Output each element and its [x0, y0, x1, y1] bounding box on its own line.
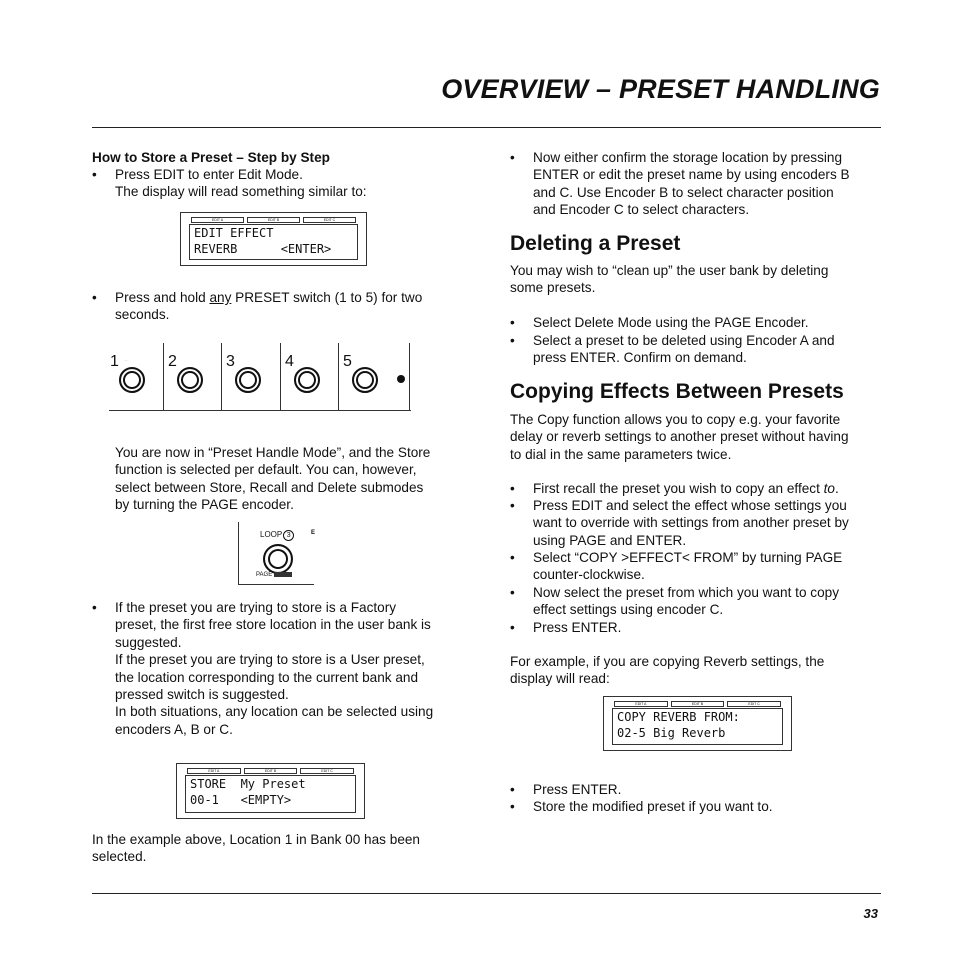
store-heading: How to Store a Preset – Step by Step — [92, 150, 330, 165]
switch-number: 2 — [168, 353, 177, 370]
text-line: Store the modified preset if you want to. — [533, 799, 773, 814]
switch-number: 4 — [285, 353, 294, 370]
footswitch-icon — [119, 367, 145, 393]
lcd-tab: EDIT B — [247, 217, 300, 223]
preset-handle-mode-paragraph — [115, 444, 475, 514]
text-any: any — [209, 290, 232, 305]
footswitch-icon — [177, 367, 203, 393]
page-text: PAGE — [256, 572, 273, 579]
led-icon — [397, 375, 405, 383]
text-line: suggested. — [115, 634, 182, 650]
text-line: some presets. — [510, 280, 596, 296]
text-line: If the preset you are trying to store is a User preset, — [115, 652, 425, 668]
text-line: Now either confirm the storage location by pressing — [533, 150, 843, 165]
lcd-line-2: 00-1 <EMPTY> — [190, 793, 292, 807]
page-encoder-knob-icon[interactable] — [263, 544, 293, 574]
lcd-tab: EDIT C — [303, 217, 356, 223]
text-line: seconds. — [115, 307, 170, 323]
copy-heading: Copying Effects Between Presets — [510, 380, 844, 403]
lcd-tab: EDIT A — [191, 217, 244, 223]
lcd-display-copy — [603, 696, 792, 751]
lcd-line-2: REVERB <ENTER> — [194, 242, 332, 256]
text-line: Press EDIT and select the effect whose settings you — [533, 498, 847, 513]
page-button-icon — [274, 572, 292, 577]
footswitch-icon — [235, 367, 261, 393]
text-line: function is selected per default. You can, however, — [115, 462, 417, 478]
lcd-line-1: STORE My Preset — [190, 777, 306, 791]
page-encoder-panel — [238, 522, 316, 590]
text-line: In the example above, Location 1 in Bank 00 has been — [92, 832, 420, 847]
text-line: select between Store, Recall and Delete submodes — [115, 479, 424, 495]
page-number: 33 — [863, 906, 878, 921]
loop-label — [260, 530, 294, 541]
lcd-display-edit — [180, 212, 367, 266]
switch-label: ····· — [124, 359, 129, 362]
text-line: Now select the preset from which you want to copy — [533, 585, 839, 600]
text-line: You are now in “Preset Handle Mode”, and the Store — [115, 445, 431, 460]
text-line: Press EDIT to enter Edit Mode. — [115, 167, 303, 182]
text-line: You may wish to “clean up” the user bank by deleting — [510, 263, 829, 278]
text-line: the location corresponding to the current bank and — [115, 669, 419, 685]
lcd-line-1: COPY REVERB FROM: — [617, 710, 740, 724]
text-line: Select a preset to be deleted using Encoder A and — [533, 333, 835, 348]
text-line: press ENTER. Confirm on demand. — [533, 350, 747, 366]
lcd-tab: EDIT C — [300, 768, 354, 774]
side-letter: E — [311, 530, 316, 536]
lcd-screen — [185, 775, 356, 813]
text-line: want to override with settings from another preset by — [533, 515, 849, 531]
preset-switch-5[interactable] — [338, 343, 411, 411]
text-line: Select Delete Mode using the PAGE Encoder. — [533, 315, 809, 330]
page-title: OVERVIEW – PRESET HANDLING — [441, 74, 880, 104]
text-line: The Copy function allows you to copy e.g. your favorite — [510, 412, 841, 427]
text-line: The display will read something similar to: — [115, 184, 367, 200]
top-rule — [92, 127, 881, 128]
switch-number: 3 — [226, 353, 235, 370]
text-line: For example, if you are copying Reverb settings, the — [510, 654, 825, 669]
text-line: using PAGE and ENTER. — [533, 532, 687, 548]
loop-text: LOOP — [260, 530, 283, 539]
text-line: encoders A, B or C. — [115, 721, 233, 737]
text-line: and Encoder C to select characters. — [533, 202, 750, 218]
lcd-tab: EDIT A — [187, 768, 241, 774]
lcd-screen — [612, 708, 783, 745]
copy-intro — [510, 411, 885, 463]
bottom-rule — [92, 893, 881, 894]
text-line: and C. Use Encoder B to select character position — [533, 184, 834, 200]
text-line: Press ENTER. — [533, 782, 622, 797]
switch-number: 5 — [343, 353, 352, 370]
lcd-line-2: 02-5 Big Reverb — [617, 726, 726, 740]
preset-switch-1[interactable] — [106, 343, 162, 411]
text-line: Select “COPY >EFFECT< FROM” by turning PAGE — [533, 550, 843, 565]
preset-switch-3[interactable] — [221, 343, 280, 411]
text-line: pressed switch is suggested. — [115, 687, 289, 703]
text-line: delay or reverb settings to another preset without having — [510, 429, 849, 445]
text-italic: to — [823, 481, 835, 496]
text-line: effect settings using encoder C. — [533, 602, 724, 618]
lcd-display-store — [176, 763, 365, 819]
text: First recall the preset you wish to copy an effect — [533, 481, 824, 496]
delete-intro — [510, 262, 880, 297]
footswitch-icon — [352, 367, 378, 393]
text-line: display will read: — [510, 671, 610, 687]
text-line: Press ENTER. — [533, 620, 622, 635]
text-line: selected. — [92, 849, 147, 865]
text-line: counter-clockwise. — [533, 567, 645, 583]
lcd-tab: EDIT C — [727, 701, 781, 707]
lcd-tab: EDIT B — [671, 701, 725, 707]
footswitch-icon — [294, 367, 320, 393]
text: Press and hold — [115, 290, 210, 305]
example-paragraph — [510, 653, 880, 688]
text-line: to dial in the same parameters twice. — [510, 446, 732, 462]
loop-number: 3 — [283, 530, 294, 541]
text-line: preset, the first free store location in the user bank is — [115, 617, 431, 633]
switch-strip-edge — [409, 343, 410, 411]
text-line: In both situations, any location can be selected using — [115, 704, 434, 720]
closing-paragraph — [92, 831, 472, 866]
lcd-screen — [189, 224, 358, 260]
lcd-line-1: EDIT EFFECT — [194, 226, 274, 240]
text-line: by turning the PAGE encoder. — [115, 497, 294, 513]
text: PRESET switch (1 to 5) for two — [231, 290, 423, 305]
switch-number: 1 — [110, 353, 119, 370]
preset-switch-2[interactable] — [163, 343, 221, 411]
delete-heading: Deleting a Preset — [510, 232, 681, 255]
preset-switch-4[interactable] — [280, 343, 338, 411]
lcd-tab: EDIT A — [614, 701, 668, 707]
page-label — [256, 572, 292, 578]
text-line: ENTER or edit the preset name by using encoders B — [533, 167, 850, 183]
lcd-tab: EDIT B — [244, 768, 298, 774]
text: . — [834, 481, 839, 496]
text-line: If the preset you are trying to store is a Factory — [115, 600, 397, 615]
